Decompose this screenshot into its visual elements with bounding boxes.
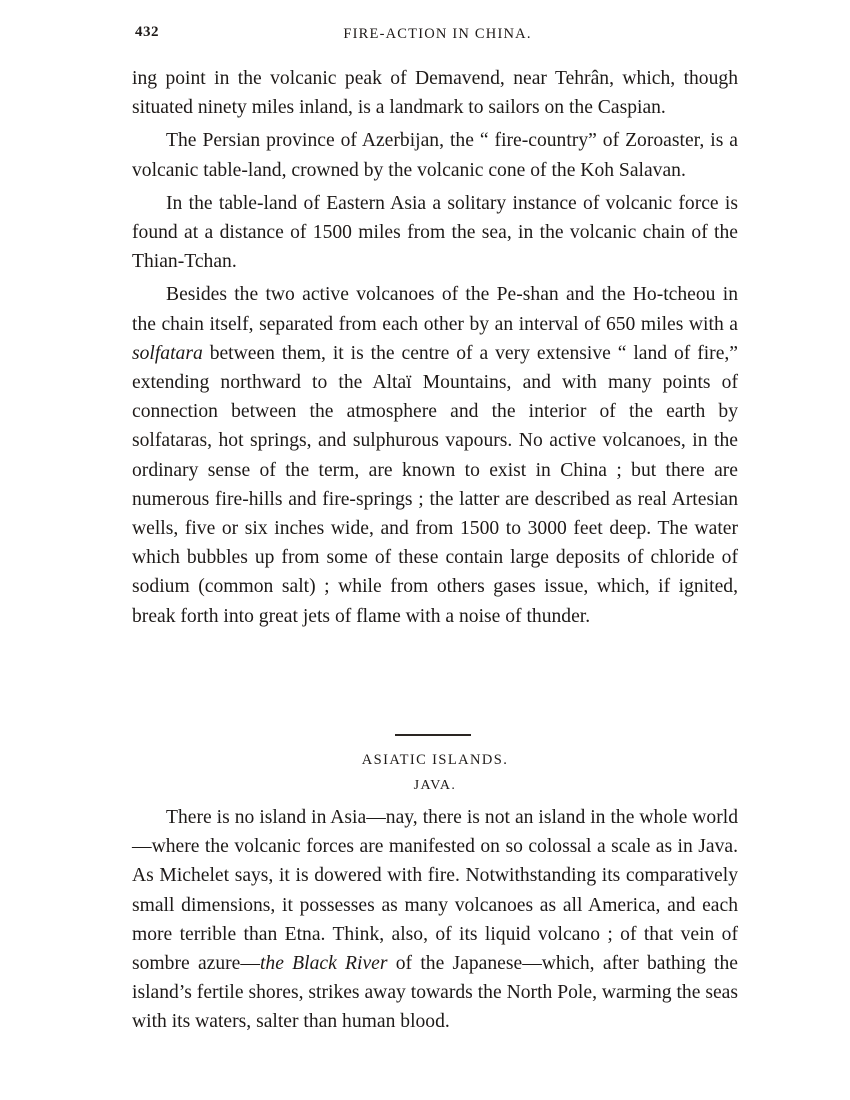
paragraph-azerbijan: The Persian province of Azerbijan, the “ fire-country” of Zoroaster, is a volcanic table-land, crowned by the volcanic cone of the Koh Salavan. xyxy=(132,130,738,181)
section-subheading: JAVA. xyxy=(413,778,457,793)
section-divider xyxy=(395,734,471,736)
paragraph-java-text-1: There is no island in Asia—nay, there is not an island in the whole world—where the volcanic forces are manifested on so colossal a scale as in Java. As Michelet says, it is dowered with fire. Notwithstanding its comparatively small dimensions, it possesses as many volcanoes as all America, and each more terrible than Etna. Think, also, of its liquid volcano ; of that vein of sombre azure— xyxy=(132,807,738,975)
section-heading: ASIATIC ISLANDS. xyxy=(361,752,509,768)
paragraph-china-italic: solfatara xyxy=(132,342,203,364)
paragraph-java-text-2: of the Japanese—which, after bathing the island’s fertile shores, strikes away towards the North Pole, warming the seas with its waters, salter than human blood. xyxy=(132,953,738,1033)
paragraph-china-text-2: between them, it is the centre of a very extensive “ land of fire,” extending northward to the Altaï Mountains, and with many points of connection between the atmosphere and the interior of the earth by solfataras, hot springs, and sulphurous vapours. No active volcanoes, in the ordinary sense of the term, are known to exist in China ; but there are numerous fire-hills and fire-springs ; the latter are described as real Artesian wells, five or six inches wide, and from 1500 to 3000 feet deep. The water which bubbles up from some of these contain large deposits of chloride of sodium (common salt) ; while from others gases issue, which, if ignited, break forth into great jets of flame with a noise of thunder. xyxy=(132,342,738,627)
paragraph-china-text-1: Besides the two active volcanoes of the Pe-shan and the Ho-tcheou in the chain itself, separated from each other by an interval of 650 miles with a xyxy=(132,284,738,335)
paragraph-eastern-asia: In the table-land of Eastern Asia a solitary instance of volcanic force is found at a distance of 1500 miles from the sea, in the volcanic chain of the Thian-Tchan. xyxy=(132,192,738,273)
running-head xyxy=(135,24,740,48)
paragraph-china xyxy=(132,280,738,630)
paragraph-continuation: ing point in the volcanic peak of Demavend, near Tehrân, which, though situated ninety miles inland, is a landmark to sailors on the Caspian. xyxy=(132,68,738,119)
main-text xyxy=(132,64,738,631)
paragraph-java xyxy=(132,803,738,1037)
java-text xyxy=(132,803,738,1037)
page-number: 432 xyxy=(135,24,159,40)
paragraph-java-italic: the Black River xyxy=(259,953,388,975)
running-title: FIRE-ACTION IN CHINA. xyxy=(343,26,532,42)
